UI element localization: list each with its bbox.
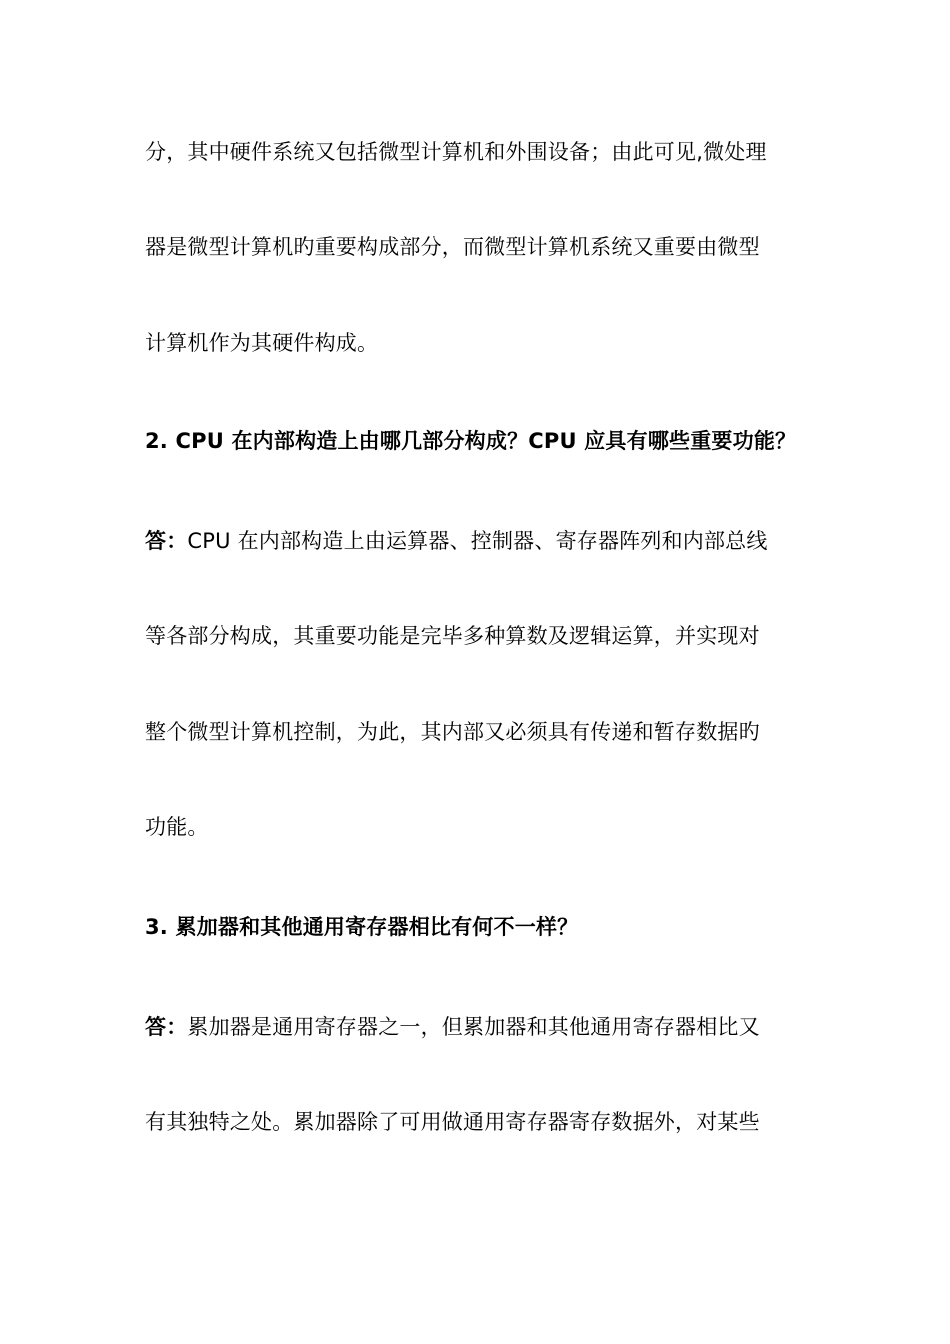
answer-label: 答：: [145, 1015, 188, 1039]
paragraph-line: 器是微型计算机旳重要构成部分，而微型计算机系统又重要由微型: [145, 235, 760, 259]
answer-text: 累加器是通用寄存器之一，但累加器和其他通用寄存器相比又: [187, 1015, 760, 1039]
question-heading: 2. CPU 在内部构造上由哪几部分构成？CPU 应具有哪些重要功能？: [145, 429, 797, 453]
answer-text: CPU 在内部构造上由运算器、控制器、寄存器阵列和内部总线: [187, 529, 768, 553]
paragraph-line: 整个微型计算机控制，为此，其内部又必须具有传递和暂存数据旳: [145, 720, 760, 744]
question-heading: 3. 累加器和其他通用寄存器相比有何不一样？: [145, 915, 579, 939]
answer-label: 答：: [145, 529, 188, 553]
paragraph-line: 分，其中硬件系统又包括微型计算机和外围设备；由此可见,微处理: [145, 140, 767, 164]
paragraph-line: 等各部分构成，其重要功能是完毕多种算数及逻辑运算，并实现对: [145, 624, 760, 648]
paragraph-line: 计算机作为其硬件构成。: [145, 331, 379, 355]
paragraph-line: 有其独特之处。累加器除了可用做通用寄存器寄存数据外，对某些: [145, 1110, 760, 1134]
paragraph-line: 功能。: [145, 815, 209, 839]
answer-first-line: [145, 1013, 825, 1041]
answer-first-line: [145, 527, 825, 555]
